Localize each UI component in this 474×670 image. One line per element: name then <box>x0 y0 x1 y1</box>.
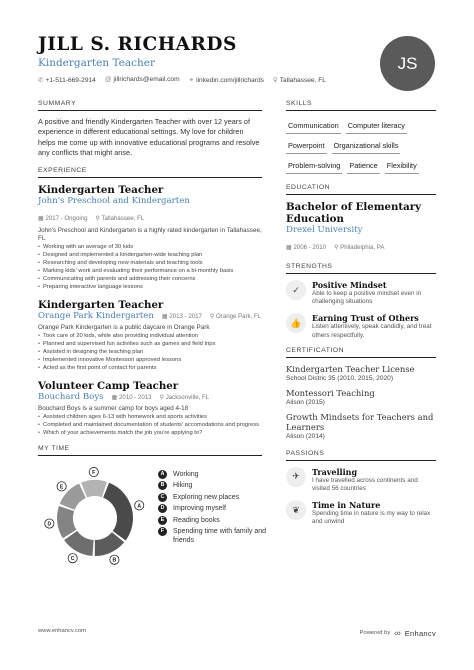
passion-description: I have travelled across continents and visited 56 countries <box>312 476 418 493</box>
page-footer <box>38 628 436 638</box>
job-company: Orange Park Kindergarten <box>38 310 154 321</box>
legend-label: Reading books <box>173 516 220 524</box>
legend-badge: A <box>158 470 167 479</box>
location-pin-icon: ⚲ <box>209 312 217 320</box>
link-icon: ⚭ <box>188 77 195 84</box>
strength-title: Positive Mindset <box>312 280 387 290</box>
calendar-icon: ▦ <box>286 244 294 251</box>
section-heading-education: EDUCATION <box>286 184 436 195</box>
legend-item <box>158 493 268 502</box>
email-text: jillrichards@email.com <box>113 76 180 83</box>
calendar-icon: ▦ <box>111 393 120 401</box>
summary-text: A positive and friendly Kindergarten Teacher with over 12 years of experience in different educational settings. My love for children helps me come up with innovative educational programs and resolve any conflicts that might arise. <box>38 117 260 158</box>
skill-tag: Flexibility <box>385 157 419 174</box>
donut-label-d: D <box>47 521 52 528</box>
job-title: Volunteer Camp Teacher <box>38 379 179 392</box>
legend-item <box>158 527 268 545</box>
email-item[interactable] <box>105 76 180 84</box>
skill-tag: Organizational skills <box>332 137 401 154</box>
legend-badge: D <box>158 504 167 513</box>
skills-list <box>286 117 436 174</box>
check-icon: ✓ <box>286 280 306 300</box>
education-dates: ▦ 2006 - 2010 <box>286 244 326 251</box>
bullet-item: • Designed and implemented a kindergarten-wide teaching plan <box>38 252 262 260</box>
job-entry <box>38 299 262 373</box>
leaf-icon: ❦ <box>286 500 306 520</box>
left-column <box>38 100 266 572</box>
certification-item <box>286 412 436 441</box>
legend-label: Exploring new places <box>173 493 240 501</box>
bullet-item: • Implemented innovative Montessori approved lessons <box>38 357 262 365</box>
job-entry <box>38 184 262 292</box>
footer-url[interactable]: www.enhancv.com <box>38 628 86 634</box>
passion-item <box>286 500 436 526</box>
avatar: JS <box>380 36 435 91</box>
donut-label-b: B <box>112 557 117 564</box>
calendar-icon: ▦ <box>161 312 170 320</box>
location-item <box>273 76 326 84</box>
bullet-item: • Researching and developing new materials and teaching tools <box>38 260 262 268</box>
job-meta <box>162 313 261 320</box>
strength-item <box>286 313 436 339</box>
legend-badge: E <box>158 516 167 525</box>
education-degree: Bachelor of Elementary Education <box>286 201 421 225</box>
certification-detail: School Distric 35 (2010, 2015, 2020) <box>286 374 394 382</box>
strength-description: Listen attentively, speak candidly, and treat others respectfully. <box>312 323 432 339</box>
job-description: Orange Park Kindergarten is a public daycare in Orange Park <box>38 323 210 331</box>
certification-title: Kindergarten Teacher License <box>286 363 415 374</box>
job-company: John's Preschool and Kindergarten <box>38 195 190 206</box>
linkedin-text: linkedin.com/jillrichards <box>196 77 264 84</box>
bullet-item: • Acted as the first point of contact for parents <box>38 365 262 373</box>
education-school: Drexel University <box>286 225 363 235</box>
job-bullets <box>38 333 262 373</box>
bullet-item: • Completed and maintained documentation of students' accomodations and progress <box>38 422 262 430</box>
passion-title: Time in Nature <box>312 500 381 511</box>
bullet-item: • Assisted children ages 6-13 with homework and sports activities <box>38 414 262 422</box>
legend-label: Hiking <box>173 482 193 490</box>
phone-text: +1-511-669-2914 <box>45 77 96 84</box>
donut-label-c: C <box>70 556 75 563</box>
bullet-item: • Planned and supervised fun activities such as games and field trips <box>38 341 262 349</box>
section-heading-skills: SKILLS <box>286 100 436 111</box>
job-dates: ▦ 2017 - Ongoing <box>38 214 88 222</box>
job-entry <box>38 380 262 438</box>
brand-name: Enhancv <box>404 628 436 638</box>
infinity-logo-icon: ∞ <box>394 628 401 638</box>
job-location: ⚲ Jacksonville, FL <box>159 393 210 401</box>
donut-segment-a <box>103 483 133 541</box>
bullet-item: • Assisted in designing the teaching plan <box>38 349 262 357</box>
candidate-name: JILL S. RICHARDS <box>38 34 237 55</box>
skill-tag: Communication <box>286 117 341 134</box>
job-title: Kindergarten Teacher <box>38 298 164 311</box>
legend-label: Improving myself <box>173 505 226 513</box>
job-company: Bouchard Boys <box>38 391 104 402</box>
location-text: Tallahassee, FL <box>279 77 326 84</box>
job-dates: ▦ 2010 - 2013 <box>111 393 152 401</box>
skill-tag: Problem-solving <box>286 157 342 174</box>
legend-badge: B <box>158 481 167 490</box>
candidate-title: Kindergarten Teacher <box>38 57 155 69</box>
donut-label-f: F <box>92 469 96 476</box>
donut-label-e: E <box>59 484 64 491</box>
location-pin-icon: ⚲ <box>333 244 341 251</box>
certification-item <box>286 388 436 407</box>
legend-item <box>158 516 268 525</box>
job-bullets <box>38 244 262 291</box>
certification-title: Growth Mindsets for Teachers and Learners <box>286 411 434 432</box>
my-time-chart <box>38 462 266 572</box>
plane-icon: ✈ <box>286 467 306 487</box>
at-icon: @ <box>104 76 112 83</box>
donut-segment-f <box>81 480 107 498</box>
resume-header <box>38 34 358 84</box>
section-heading-my-time: MY TIME <box>38 445 262 456</box>
skill-tag: Powerpoint <box>286 137 327 154</box>
job-bullets <box>38 414 262 438</box>
legend-label: Working <box>173 470 199 478</box>
skill-tag: Computer literacy <box>346 117 407 134</box>
job-title: Kindergarten Teacher <box>38 183 164 196</box>
calendar-icon: ▦ <box>38 214 46 222</box>
strength-item <box>286 280 436 306</box>
donut-segment-d <box>57 506 76 538</box>
donut-label-a: A <box>137 503 142 510</box>
legend-item <box>158 481 268 490</box>
job-description: Bouchard Boys is a summer camp for boys aged 4-18 <box>38 404 189 412</box>
certification-detail: Alison (2015) <box>286 398 325 406</box>
certification-item <box>286 364 436 383</box>
location-pin-icon: ⚲ <box>272 77 278 84</box>
passion-item <box>286 467 436 493</box>
job-meta <box>38 215 144 222</box>
right-column <box>286 100 436 534</box>
contact-row <box>38 76 358 84</box>
bullet-item: • Preparing interactive language lessons <box>38 284 262 292</box>
bullet-item: • Working with an average of 30 kids <box>38 244 262 252</box>
legend-item <box>158 470 268 479</box>
bullet-item: • Communicating with parents and addressing their concerns <box>38 276 262 284</box>
bullet-item: • Took care of 20 kids, while also providing individual attention <box>38 333 262 341</box>
job-company-row <box>38 311 262 322</box>
legend-badge: C <box>158 493 167 502</box>
time-legend <box>158 470 268 547</box>
education-entry <box>286 201 436 254</box>
strength-title: Earning Trust of Others <box>312 313 419 324</box>
location-pin-icon: ⚲ <box>159 393 166 401</box>
footer-brand[interactable] <box>360 628 436 638</box>
legend-badge: F <box>158 527 167 536</box>
certification-title: Montessori Teaching <box>286 387 375 398</box>
job-dates: ▦ 2013 - 2017 <box>161 312 202 320</box>
legend-label: Spending time with family and friends <box>173 527 266 544</box>
thumbs-up-icon: 👍 <box>286 313 306 333</box>
section-heading-experience: EXPERIENCE <box>38 167 262 178</box>
job-meta <box>112 394 210 401</box>
section-heading-strengths: STRENGTHS <box>286 263 436 274</box>
certification-detail: Alison (2014) <box>286 432 325 440</box>
location-pin-icon: ⚲ <box>95 214 102 222</box>
time-donut-chart <box>38 462 153 572</box>
legend-item <box>158 504 268 513</box>
bullet-item: • Marking kids' work and evaluating their performance on a bi-monthly basis <box>38 268 262 276</box>
passion-title: Travelling <box>312 466 358 477</box>
job-location: ⚲ Tallahassee, FL <box>95 214 145 222</box>
section-heading-passions: PASSIONS <box>286 450 436 461</box>
education-location: ⚲ Philadelphia, PA <box>333 244 385 251</box>
section-heading-certification: CERTIFICATION <box>286 347 436 358</box>
job-company-row <box>38 392 262 403</box>
job-location: ⚲ Orange Park, FL <box>209 312 262 320</box>
section-heading-summary: SUMMARY <box>38 100 262 111</box>
bullet-item: • Which of your achievements match the job you're applying to? <box>38 430 262 438</box>
linkedin-item[interactable] <box>189 76 264 84</box>
phone-icon: ✆ <box>38 77 44 84</box>
powered-by-text: Powered by <box>359 630 391 636</box>
education-meta <box>286 244 384 251</box>
job-description: John's Preschool and Kindergarten is a highly rated kindergarten in Tallahassee, FL <box>38 226 262 243</box>
skill-tag: Patience <box>347 157 379 174</box>
strength-description: Able to keep a positive mindset even in challenging situations <box>312 290 422 306</box>
phone-item[interactable] <box>38 76 96 84</box>
passion-description: Spending time in nature is my way to relax and unwind <box>312 510 431 526</box>
